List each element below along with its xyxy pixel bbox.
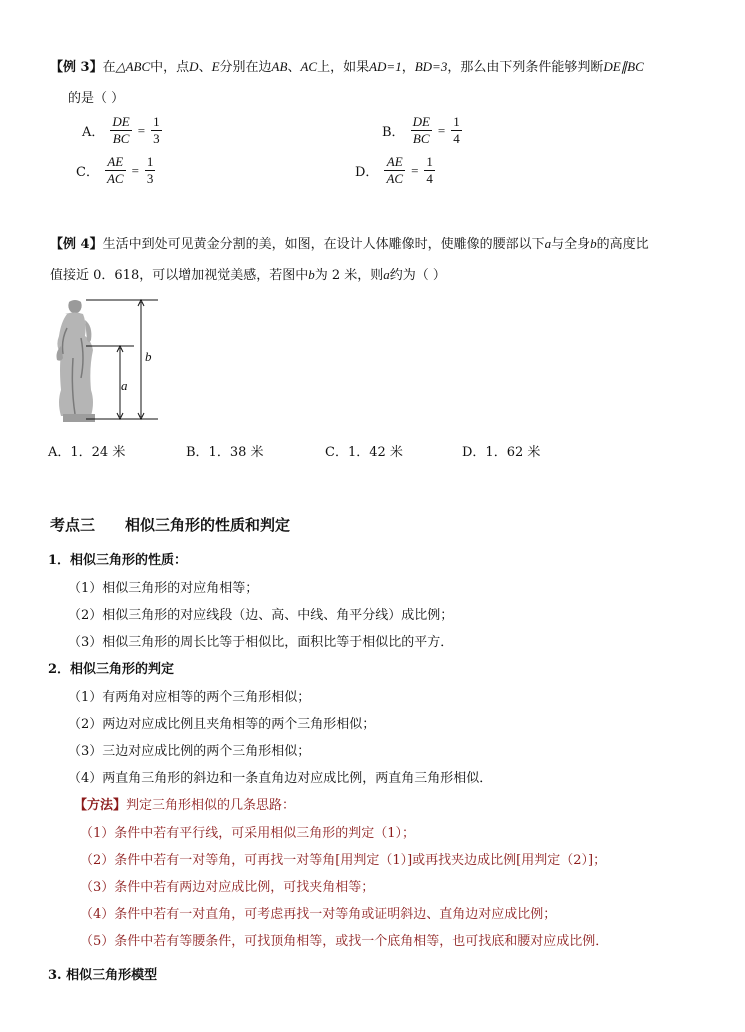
text: 分别在边	[219, 60, 272, 75]
method-item: （1）条件中若有平行线，可采用相似三角形的判定（1）；	[80, 826, 416, 841]
text: 生活中到处可见黄金分割的美，如图，在设计人体雕像时，使雕像的腰部以下	[102, 237, 545, 252]
property-item: （1）相似三角形的对应角相等；	[68, 581, 259, 596]
equals-sign: =	[131, 162, 139, 178]
property-item: （2）相似三角形的对应线段（边、高、中线、角平分线）成比例；	[68, 608, 454, 623]
option-b[interactable]	[382, 114, 462, 147]
example-3-stem	[50, 56, 644, 75]
denominator: 3	[153, 131, 160, 146]
var-b: b	[308, 267, 315, 282]
text: ，那么由下列条件能够判断	[447, 60, 604, 75]
text: 与全身	[551, 237, 591, 252]
numerator: DE	[412, 114, 430, 129]
section-title	[50, 514, 290, 535]
bd-value: BD=3	[414, 59, 448, 74]
var-b: b	[590, 236, 597, 251]
option-letter: C．	[76, 165, 99, 180]
denominator: 4	[426, 171, 433, 186]
method-text: 判定三角形相似的几条思路：	[126, 798, 296, 813]
criterion-item: （1）有两角对应相等的两个三角形相似；	[68, 690, 311, 705]
example-4-stem	[50, 233, 649, 252]
numerator: 1	[426, 154, 433, 169]
point-d: D	[189, 59, 199, 74]
numerator: DE	[112, 114, 130, 129]
denominator: BC	[412, 131, 430, 146]
criterion-item: （3）三边对应成比例的两个三角形相似；	[68, 744, 311, 759]
method-item: （3）条件中若有两边对应成比例，可找夹角相等；	[80, 880, 375, 895]
section-heading: 相似三角形的性质和判定	[125, 516, 291, 534]
text: 中，点	[150, 60, 190, 75]
denominator: 4	[453, 131, 460, 146]
triangle-abc: △ABC	[115, 59, 151, 74]
fraction-right	[151, 114, 162, 147]
option-d[interactable]	[355, 154, 435, 187]
denominator: AC	[106, 171, 124, 186]
text: 为 2 米，则	[314, 268, 384, 283]
numerator: AE	[105, 154, 126, 171]
criterion-item: （4）两直角三角形的斜边和一条直角边对应成比例，两直角三角形相似．	[68, 771, 493, 786]
fraction-left	[110, 114, 131, 147]
option-a[interactable]	[82, 114, 162, 147]
text: 值接近 0．618，可以增加视觉美感，若图中	[50, 268, 309, 283]
heading-criteria: 2．相似三角形的判定	[48, 662, 175, 677]
side-ab: AB	[271, 59, 288, 74]
text: 、	[287, 60, 301, 75]
fraction-right	[424, 154, 435, 187]
option-c[interactable]	[76, 154, 155, 187]
denominator: BC	[112, 131, 130, 146]
ex4-option-b[interactable]: B．1．38 米	[186, 445, 264, 460]
figure-label-b: b	[145, 349, 152, 364]
option-letter: A．	[82, 125, 105, 140]
numerator: 1	[153, 114, 160, 129]
example-3-stem-line2: 的是（ ）	[68, 91, 125, 106]
heading-models: 3. 相似三角形模型	[48, 968, 158, 983]
text: ，	[401, 60, 415, 75]
method-heading	[74, 794, 295, 813]
method-item: （5）条件中若有等腰条件，可找顶角相等，或找一个底角相等，也可找底和腰对应成比例．	[80, 934, 609, 949]
example-4-label: 【例 4】	[50, 237, 103, 252]
ex4-option-a[interactable]: A．1．24 米	[48, 445, 126, 460]
numerator: 1	[146, 154, 154, 169]
equals-sign: =	[137, 122, 146, 138]
text: 上，如果	[317, 60, 370, 75]
text: 、	[198, 60, 212, 75]
method-item: （4）条件中若有一对直角，可考虑再找一对等角或证明斜边、直角边对应成比例；	[80, 907, 557, 922]
fraction-left	[384, 154, 405, 187]
numerator: 1	[453, 114, 460, 129]
side-ac: AC	[300, 59, 318, 74]
ad-value: AD=1	[369, 59, 402, 74]
point-e: E	[211, 59, 220, 74]
denominator: AC	[386, 171, 404, 186]
text: 约为（ ）	[389, 268, 446, 283]
example-3-label: 【例 3】	[50, 60, 103, 75]
method-label: 【方法】	[74, 798, 127, 813]
ex4-option-d[interactable]: D．1．62 米	[462, 445, 541, 460]
fraction-left	[105, 154, 126, 187]
numerator: AE	[384, 154, 405, 171]
equals-sign: =	[437, 122, 446, 138]
method-item: （2）条件中若有一对等角，可再找一对等角[用判定（1）]或再找夹边成比例[用判定（2）]；	[80, 853, 607, 868]
fraction-right	[145, 154, 156, 187]
fraction-left	[411, 114, 432, 147]
equals-sign: =	[411, 162, 419, 178]
text: 在	[102, 60, 116, 75]
section-number: 考点三	[50, 516, 96, 534]
heading-properties: 1．相似三角形的性质：	[48, 553, 188, 568]
option-letter: D．	[355, 165, 379, 180]
figure-label-a: a	[121, 378, 128, 393]
ex4-option-c[interactable]: C．1．42 米	[325, 445, 403, 460]
example-4-stem-line2	[50, 264, 446, 283]
criterion-item: （2）两边对应成比例且夹角相等的两个三角形相似；	[68, 717, 376, 732]
denominator: 3	[146, 171, 154, 186]
fraction-right	[451, 114, 462, 147]
de-parallel-bc: DE∥BC	[603, 59, 644, 74]
option-letter: B．	[382, 125, 405, 140]
property-item: （3）相似三角形的周长比等于相似比，面积比等于相似比的平方．	[68, 635, 454, 650]
var-a: a	[383, 267, 390, 282]
var-a: a	[544, 236, 552, 251]
text: 的高度比	[596, 237, 649, 252]
